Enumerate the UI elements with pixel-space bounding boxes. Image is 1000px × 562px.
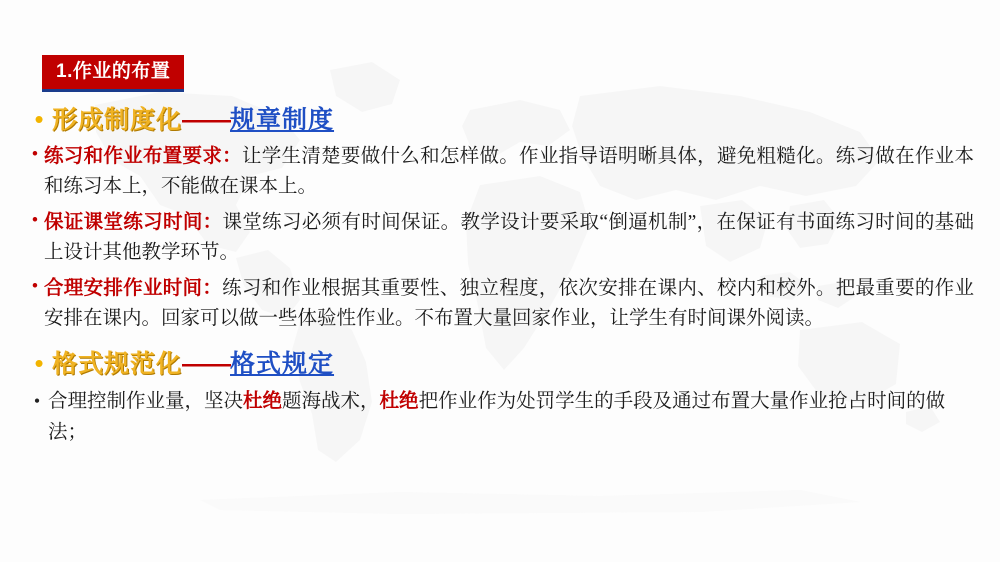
title-underline xyxy=(42,89,184,92)
list-item xyxy=(26,386,974,448)
list-item xyxy=(26,142,974,202)
section-heading-1-dash: —— xyxy=(182,106,231,134)
list-item-keyword-2: 杜绝 xyxy=(379,391,419,412)
bullet-icon: • xyxy=(34,104,44,134)
list-item-body: 练习和作业根据其重要性、独立程度，依次安排在课内、校内和校外。把最重要的作业安排在课内。回家可以做一些体验性作业。不布置大量回家作业，让学生有时间课外阅读。 xyxy=(44,278,974,329)
list-item-keyword-1: 杜绝 xyxy=(243,391,283,412)
list-item-part1: 合理控制作业量，坚决 xyxy=(48,391,244,412)
list-item-keyword: 练习和作业布置要求 xyxy=(44,146,223,167)
list-item-part2: 题海战术， xyxy=(282,391,380,412)
bullet-icon: • xyxy=(33,391,41,411)
section-heading-1 xyxy=(26,100,974,136)
red-dot-icon: • xyxy=(31,210,39,231)
list-item-part3: 把作业作为处罚学生的手段及通过布置大量作业抢占时间的做法； xyxy=(48,391,946,443)
list-item-colon: ： xyxy=(222,146,242,167)
section-heading-2 xyxy=(26,344,974,380)
list-item-colon: ： xyxy=(202,212,223,233)
section-heading-1-link[interactable]: 规章制度 xyxy=(230,106,335,134)
list-item-keyword: 保证课堂练习时间 xyxy=(44,212,203,233)
section-heading-2-link[interactable]: 格式规定 xyxy=(230,350,335,378)
list-item-body: 让学生清楚要做什么和怎样做。作业指导语明晰具体，避免粗糙化。练习做在作业本和练习本上，不能做在课本上。 xyxy=(44,146,974,197)
bullet-icon: • xyxy=(34,348,44,378)
section-heading-2-main: 格式规范化 xyxy=(52,350,183,378)
list-item xyxy=(26,208,974,268)
list-item-colon: ： xyxy=(202,278,223,299)
slide-content xyxy=(26,100,974,448)
list-item-keyword: 合理安排作业时间 xyxy=(44,278,203,299)
list-item-text xyxy=(48,386,974,448)
red-dot-icon: • xyxy=(31,276,39,297)
list-item-text xyxy=(44,142,974,202)
slide-title-banner xyxy=(42,55,184,89)
red-dot-icon: • xyxy=(31,144,39,165)
list-item-text xyxy=(44,274,974,334)
list-item-body: 课堂练习必须有时间保证。教学设计要采取“倒逼机制”，在保证有书面练习时间的基础上设计其他教学环节。 xyxy=(44,212,974,263)
page-title: 1.作业的布置 xyxy=(56,61,171,82)
section-heading-2-dash: —— xyxy=(182,350,231,378)
section-heading-1-main: 形成制度化 xyxy=(52,106,183,134)
list-item-text xyxy=(44,208,974,268)
list-item xyxy=(26,274,974,334)
